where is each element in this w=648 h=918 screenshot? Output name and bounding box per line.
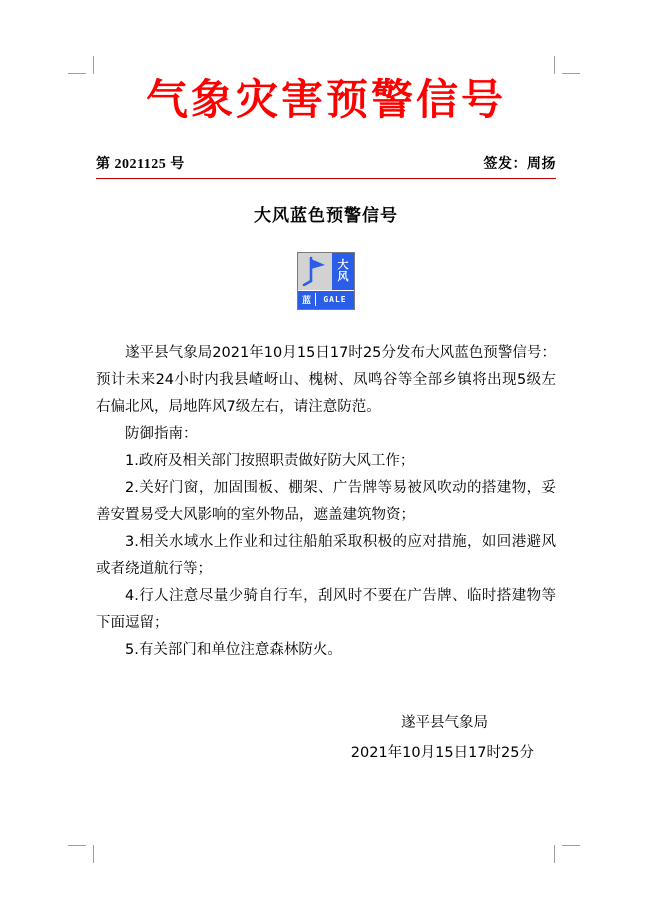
document-page [96,60,556,768]
signature-block [96,708,556,768]
issuer-signature: 签发：周扬 [483,156,556,172]
wind-flag-pennant-icon [298,253,332,290]
masthead-title: 气象灾害预警信号 [145,75,506,124]
crop-mark-top-left [68,48,94,74]
signing-organization: 遂平县气象局 [401,714,488,731]
crop-mark-bottom-left [68,845,94,871]
warning-body-text [96,340,556,664]
signal-icon-english-label: GALE [323,295,347,304]
defense-guide-heading: 防御指南： [125,425,198,442]
signing-date: 2021年10月15日17时25分 [350,744,534,761]
signal-icon-lower-row [298,290,354,309]
gale-blue-warning-icon [297,252,355,310]
signal-icon-level-label: 蓝 [298,293,316,306]
defense-guide-item: 5.有关部门和单位注意森林防火。 [125,641,342,658]
defense-guide-item: 1.政府及相关部门按照职责做好防大风工作； [125,452,415,469]
crop-mark-top-right [554,48,580,74]
masthead-divider-rule [96,178,556,179]
defense-guide-item: 4.行人注意尽量少骑自行车，刮风时不要在广告牌、临时搭建物等下面逗留； [96,587,556,631]
masthead-meta-row [96,153,556,173]
signal-icon-char-2: 风 [337,270,349,283]
signal-icon-upper-row [298,253,354,290]
crop-mark-bottom-right [554,845,580,871]
body-paragraph: 遂平县气象局2021年10月15日17时25分发布大风蓝色预警信号：预计未来24小时内我县嵖岈山、槐树、凤鸣谷等全部乡镇将出现5级左右偏北风，局地阵风7级左右，请注意防范。 [96,344,556,415]
warning-subtitle: 大风蓝色预警信号 [254,205,398,225]
document-number: 第 2021125 号 [96,156,185,172]
defense-guide-item: 2.关好门窗，加固围板、棚架、广告牌等易被风吹动的搭建物，妥善安置易受大风影响的室外物品，遮盖建筑物资； [96,479,556,523]
defense-guide-item: 3.相关水域水上作业和过往船舶采取积极的应对措施，如回港避风或者绕道航行等； [96,533,556,577]
signal-icon-container [96,252,556,310]
signal-icon-chinese-label [332,253,354,290]
signal-icon-char-1: 大 [337,258,349,272]
